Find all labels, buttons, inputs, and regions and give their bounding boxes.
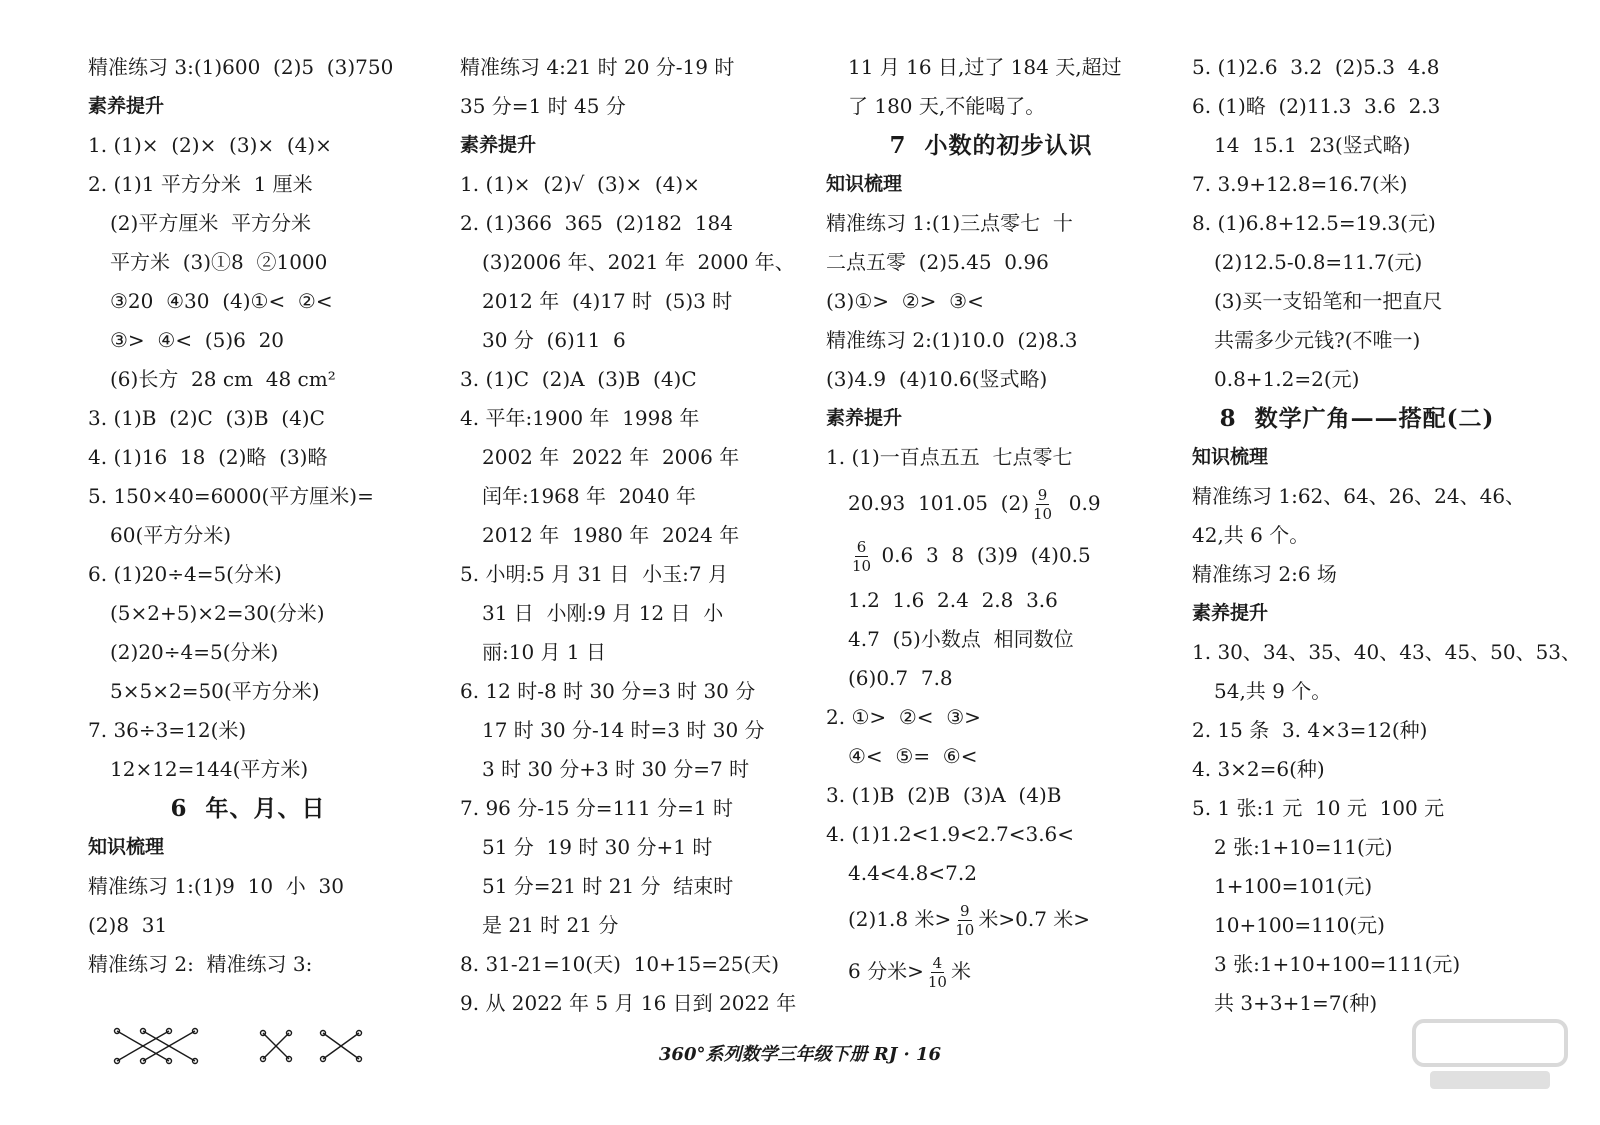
fraction-numerator: 9	[1037, 486, 1048, 504]
answer-line: (2)平方厘米 平方分米	[110, 211, 312, 235]
answer-line: 4. (1)16 18 (2)略 (3)略	[88, 445, 328, 469]
answer-line: 3 张:1+10+100=111(元)	[1214, 952, 1461, 976]
answer-line	[826, 529, 1156, 581]
answer-line: 闰年:1968 年 2040 年	[482, 484, 696, 508]
answer-line: (6)0.7 7.8	[848, 666, 953, 690]
section-heading: 知识梳理	[826, 173, 903, 195]
answer-line: 31 日 小刚:9 月 12 日 小	[482, 601, 724, 625]
answer-line: 是 21 时 21 分	[482, 913, 619, 937]
answer-line: 51 分 19 时 30 分+1 时	[482, 835, 713, 859]
answer-line: 3 时 30 分+3 时 30 分=7 时	[482, 757, 750, 781]
matching-diagram	[88, 984, 408, 1034]
answer-line: 5. 1 张:1 元 10 元 100 元	[1192, 796, 1445, 820]
answer-line: 1. (1)× (2)× (3)× (4)×	[88, 133, 332, 157]
answer-line: 6. (1)20÷4=5(分米)	[88, 562, 282, 586]
answer-line: 精准练习 1:62、64、26、24、46、	[1192, 484, 1526, 508]
answer-line: 共 3+3+1=7(种)	[1214, 991, 1378, 1015]
answer-line: ③20 ④30 (4)①< ②<	[110, 289, 333, 313]
answer-text: 6 分米>	[848, 959, 924, 983]
answer-text: 米	[950, 959, 971, 983]
answer-line: 丽:10 月 1 日	[482, 640, 606, 664]
answer-line: 1+100=101(元)	[1214, 874, 1373, 898]
answer-text: 0.9	[1056, 491, 1101, 515]
answer-text: 米>0.7 米>	[978, 907, 1091, 931]
fraction-numerator: 6	[856, 538, 867, 556]
answer-line: 精准练习 2:(1)10.0 (2)8.3	[826, 328, 1078, 352]
section-heading: 素养提升	[460, 134, 537, 156]
answer-line: 2 张:1+10=11(元)	[1214, 835, 1393, 859]
answer-line: 2012 年 1980 年 2024 年	[482, 523, 740, 547]
answer-line: 1. 30、34、35、40、43、45、50、53、	[1192, 640, 1582, 664]
answer-line: 精准练习 2:6 场	[1192, 562, 1337, 586]
answer-line: (3)买一支铅笔和一把直尺	[1214, 289, 1443, 313]
answer-line: 2. ①> ②< ③>	[826, 705, 981, 729]
answer-line: (5×2+5)×2=30(分米)	[110, 601, 325, 625]
answer-line: 4. 平年:1900 年 1998 年	[460, 406, 700, 430]
fraction-denominator: 10	[852, 557, 872, 575]
answer-line: ④< ⑤= ⑥<	[848, 744, 978, 768]
fraction	[850, 538, 873, 575]
answer-line: 2. (1)1 平方分米 1 厘米	[88, 172, 313, 196]
answer-line: 4. 3×2=6(种)	[1192, 757, 1325, 781]
answer-line: 2002 年 2022 年 2006 年	[482, 445, 740, 469]
answer-line: 3. (1)B (2)B (3)A (4)B	[826, 783, 1062, 807]
section-heading: 知识梳理	[88, 836, 165, 858]
answer-line: 精准练习 1:(1)9 10 小 30	[88, 874, 344, 898]
fraction-denominator: 10	[955, 921, 975, 939]
answer-line	[826, 893, 1156, 945]
answer-line: 5×5×2=50(平方分米)	[110, 679, 320, 703]
answer-line: 5. 150×40=6000(平方厘米)=	[88, 484, 374, 508]
answer-line: 精准练习 4:21 时 20 分-19 时	[460, 55, 735, 79]
answer-line: 4.4<4.8<7.2	[848, 861, 977, 885]
answer-line: 11 月 16 日,过了 184 天,超过	[848, 55, 1122, 79]
answer-line	[826, 945, 1156, 997]
answer-line: 精准练习 3:(1)600 (2)5 (3)750	[88, 55, 394, 79]
answer-line: 1. (1)× (2)√ (3)× (4)×	[460, 172, 700, 196]
answer-line: (2)12.5-0.8=11.7(元)	[1214, 250, 1423, 274]
answer-line: 6. 12 时-8 时 30 分=3 时 30 分	[460, 679, 756, 703]
answer-line: 54,共 9 个。	[1214, 679, 1332, 703]
answer-line: (6)长方 28 cm 48 cm²	[110, 367, 336, 391]
answer-line: 8. 31-21=10(天) 10+15=25(天)	[460, 952, 780, 976]
column-1	[88, 48, 408, 1034]
answer-line: (3)①> ②> ③<	[826, 289, 984, 313]
answer-line: 3. (1)C (2)A (3)B (4)C	[460, 367, 697, 391]
answer-line: 30 分 (6)11 6	[482, 328, 626, 352]
answer-line: 42,共 6 个。	[1192, 523, 1310, 547]
chapter-title: 8 数学广角——搭配(二)	[1219, 405, 1495, 432]
answer-line: (3)2006 年、2021 年 2000 年、	[482, 250, 795, 274]
answer-line: ③> ④< (5)6 20	[110, 328, 285, 352]
answer-line: 7. 96 分-15 分=111 分=1 时	[460, 796, 733, 820]
section-heading: 素养提升	[1192, 602, 1269, 624]
column-3	[826, 48, 1156, 997]
answer-line: 1.2 1.6 2.4 2.8 3.6	[848, 588, 1058, 612]
fraction-denominator: 10	[927, 973, 947, 991]
answer-line: 17 时 30 分-14 时=3 时 30 分	[482, 718, 765, 742]
answer-line: 7. 3.9+12.8=16.7(米)	[1192, 172, 1408, 196]
answer-line: 2. (1)366 365 (2)182 184	[460, 211, 733, 235]
answer-line: 精准练习 2: 精准练习 3:	[88, 952, 313, 976]
section-heading: 知识梳理	[1192, 446, 1269, 468]
answer-line: (3)4.9 (4)10.6(竖式略)	[826, 367, 1048, 391]
page-footer: 360°系列数学三年级下册 RJ · 16	[658, 1044, 942, 1065]
answer-text: 20.93 101.05 (2)	[848, 491, 1029, 515]
answer-line: 12×12=144(平方米)	[110, 757, 309, 781]
answer-line: (2)20÷4=5(分米)	[110, 640, 279, 664]
fraction-numerator: 4	[932, 954, 943, 972]
answer-line: 4. (1)1.2<1.9<2.7<3.6<	[826, 822, 1075, 846]
answer-line: 6. (1)略 (2)11.3 3.6 2.3	[1192, 94, 1441, 118]
answer-line: (2)8 31	[88, 913, 168, 937]
chapter-title: 7 小数的初步认识	[889, 132, 1093, 159]
answer-line: 5. (1)2.6 3.2 (2)5.3 4.8	[1192, 55, 1440, 79]
fraction	[953, 902, 976, 939]
fraction	[926, 954, 949, 991]
answer-line: 精准练习 1:(1)三点零七 十	[826, 211, 1073, 235]
section-heading: 素养提升	[88, 95, 165, 117]
answer-line: 0.8+1.2=2(元)	[1214, 367, 1360, 391]
answer-line: 2012 年 (4)17 时 (5)3 时	[482, 289, 733, 313]
chapter-title: 6 年、月、日	[170, 795, 326, 822]
section-heading: 素养提升	[826, 407, 903, 429]
column-4	[1192, 48, 1582, 1023]
answer-line: 8. (1)6.8+12.5=19.3(元)	[1192, 211, 1436, 235]
answer-line: 1. (1)一百点五五 七点零七	[826, 445, 1073, 469]
fraction-numerator: 9	[960, 902, 970, 920]
answer-text: (2)1.8 米>	[848, 907, 952, 931]
answer-line: 二点五零 (2)5.45 0.96	[826, 250, 1049, 274]
answer-line: 4.7 (5)小数点 相同数位	[848, 627, 1074, 651]
answer-line: 60(平方分米)	[110, 523, 232, 547]
fraction-denominator: 10	[1033, 505, 1053, 523]
fraction	[1031, 486, 1054, 523]
answer-line: 9. 从 2022 年 5 月 16 日到 2022 年	[460, 991, 797, 1015]
answer-line: 2. 15 条 3. 4×3=12(种)	[1192, 718, 1428, 742]
answer-line: 了 180 天,不能喝了。	[848, 94, 1046, 118]
answer-line: 35 分=1 时 45 分	[460, 94, 626, 118]
answer-text: 0.6 3 8 (3)9 (4)0.5	[875, 543, 1091, 567]
watermark-logo-icon	[1410, 1015, 1570, 1095]
answer-line: 7. 36÷3=12(米)	[88, 718, 247, 742]
answer-line: 共需多少元钱?(不唯一)	[1214, 328, 1421, 352]
column-2	[460, 48, 800, 1023]
answer-line	[826, 477, 1156, 529]
answer-line: 51 分=21 时 21 分 结束时	[482, 874, 734, 898]
answer-line: 平方米 (3)①8 ②1000	[110, 250, 328, 274]
answer-line: 5. 小明:5 月 31 日 小玉:7 月	[460, 562, 728, 586]
answer-line: 3. (1)B (2)C (3)B (4)C	[88, 406, 325, 430]
answer-line: 14 15.1 23(竖式略)	[1214, 133, 1411, 157]
answer-line: 10+100=110(元)	[1214, 913, 1385, 937]
